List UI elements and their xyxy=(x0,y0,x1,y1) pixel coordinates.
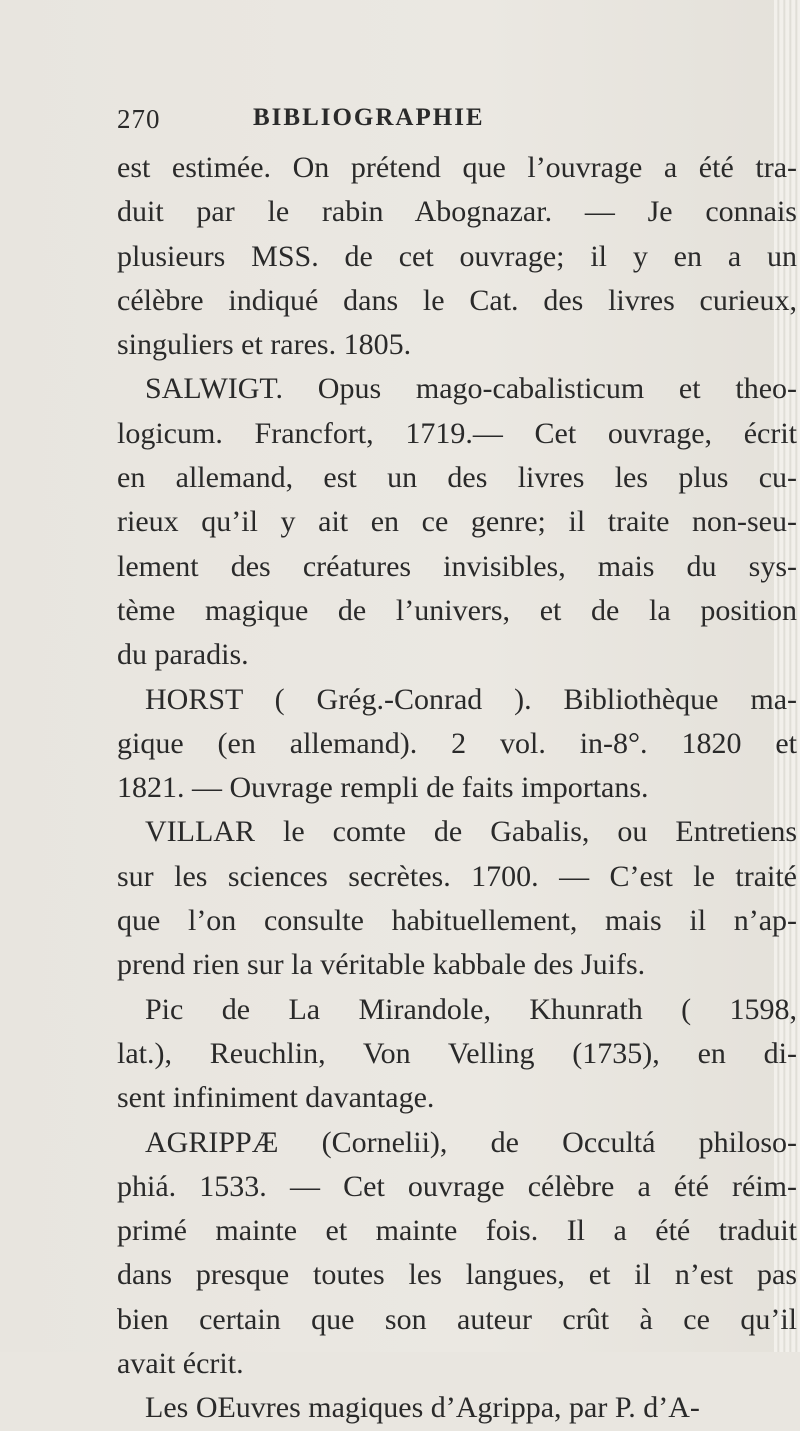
text-line: plusieurs MSS. de cet ouvrage; il y en a un xyxy=(117,239,797,273)
text-line: sur les sciences secrètes. 1700. — C’est le traité xyxy=(117,859,797,893)
text-line: du paradis. xyxy=(117,638,249,672)
text-line: rieux qu’il y ait en ce genre; il traite non-seu- xyxy=(117,505,797,539)
text-line: logicum. Francfort, 1719.— Cet ouvrage, écrit xyxy=(117,416,797,450)
text-line: primé mainte et mainte fois. Il a été traduit xyxy=(117,1214,797,1248)
text-line: gique (en allemand). 2 vol. in-8°. 1820 et xyxy=(117,726,797,760)
text-line: célèbre indiqué dans le Cat. des livres curieux, xyxy=(117,283,797,317)
entry-line-oeuvres: Les OEuvres magiques d’Agrippa, par P. d’A- xyxy=(145,1391,700,1425)
text-line: bien certain que son auteur crût à ce qu’il xyxy=(117,1302,797,1336)
entry-line-salwigt: SALWIGT. Opus mago-cabalisticum et theo- xyxy=(145,372,797,406)
entry-line-villar: VILLAR le comte de Gabalis, ou Entretiens xyxy=(145,815,797,849)
text-line: lat.), Reuchlin, Von Velling (1735), en di- xyxy=(117,1036,797,1070)
text-line: 1821. — Ouvrage rempli de faits importans. xyxy=(117,771,649,805)
text-line: prend rien sur la véritable kabbale des Juifs. xyxy=(117,948,646,982)
text-line: duit par le rabin Abognazar. — Je connais xyxy=(117,195,797,229)
entry-line-agrippae: AGRIPPÆ (Cornelii), de Occultá philoso- xyxy=(145,1125,797,1159)
text-line: que l’on consulte habituellement, mais il n’ap- xyxy=(117,904,797,938)
running-head xyxy=(117,104,677,144)
text-line: dans presque toutes les langues, et il n’est pas xyxy=(117,1258,797,1292)
page-number: 270 xyxy=(117,104,161,134)
text-line: singuliers et rares. 1805. xyxy=(117,328,412,362)
text-line: en allemand, est un des livres les plus cu- xyxy=(117,461,797,495)
running-title: BIBLIOGRAPHIE xyxy=(253,104,485,131)
text-line: tème magique de l’univers, et de la position xyxy=(117,593,797,627)
body-text xyxy=(117,146,797,1431)
entry-line-pic: Pic de La Mirandole, Khunrath ( 1598, xyxy=(145,992,797,1026)
text-line: est estimée. On prétend que l’ouvrage a été tra- xyxy=(117,151,797,184)
text-line: sent infiniment davantage. xyxy=(117,1081,435,1115)
entry-line-horst: HORST ( Grég.-Conrad ). Bibliothèque ma- xyxy=(145,682,797,716)
text-line: avait écrit. xyxy=(117,1347,244,1381)
text-line: lement des créatures invisibles, mais du sys- xyxy=(117,549,797,583)
text-line: phiá. 1533. — Cet ouvrage célèbre a été réim- xyxy=(117,1169,797,1203)
